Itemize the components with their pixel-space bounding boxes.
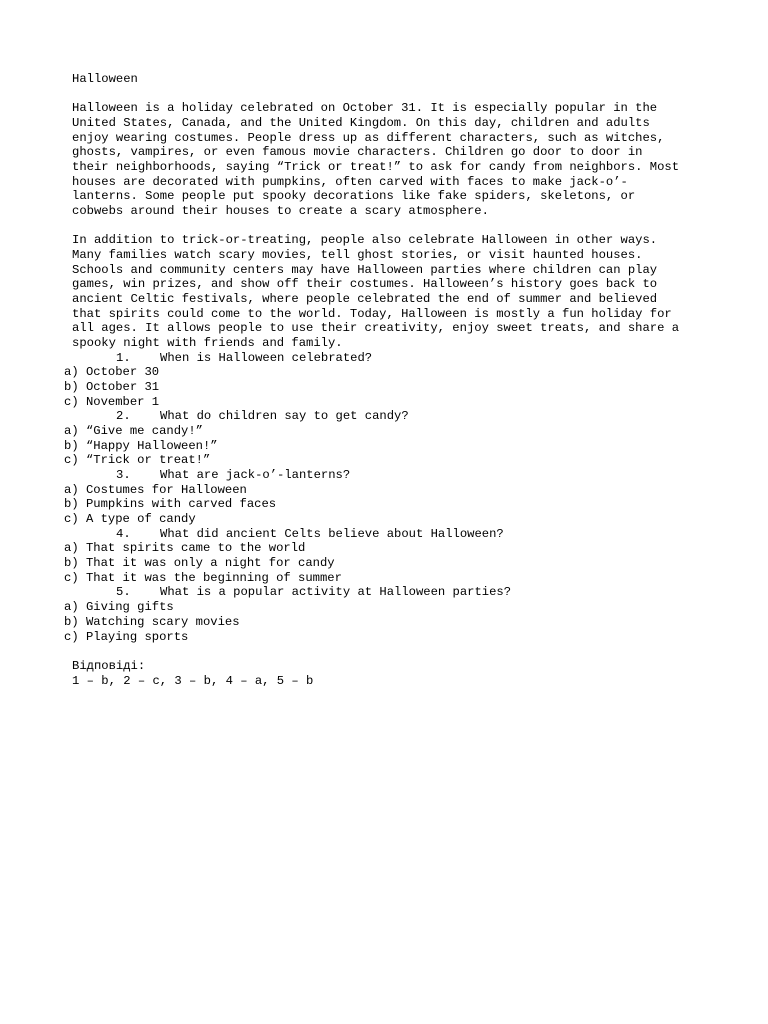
paragraph-1-line: United States, Canada, and the United Kingdom. On this day, children and adults — [72, 116, 650, 130]
question-text: What are jack-o’-lanterns? — [160, 468, 351, 483]
answer-option: b) Pumpkins with carved faces — [64, 497, 277, 512]
question-text: What do children say to get candy? — [160, 409, 409, 424]
spacer — [72, 87, 712, 102]
question-4 — [64, 526, 712, 586]
paragraph-1-line: lanterns. Some people put spooky decorations like fake spiders, skeletons, or — [72, 189, 636, 204]
spacer — [72, 644, 712, 659]
question-heading — [72, 527, 712, 542]
question-heading — [72, 468, 712, 483]
question-heading — [72, 585, 712, 600]
answer-option: b) Watching scary movies — [64, 614, 240, 629]
answer-option: a) October 30 — [64, 365, 160, 380]
answer-option: c) A type of candy — [64, 512, 196, 527]
paragraph-2 — [72, 233, 712, 350]
answer-option: a) That spirits came to the world — [64, 541, 306, 556]
paragraph-2-line: ancient Celtic festivals, where people celebrated the end of summer and believed — [72, 292, 658, 307]
answer-option: b) “Happy Halloween!” — [64, 438, 218, 453]
paragraph-1-line: houses are decorated with pumpkins, often carved with faces to make jack-o’- — [72, 174, 628, 189]
paragraph-2-line: spooky night with friends and family. — [72, 336, 343, 351]
answer-option: c) That it was the beginning of summer — [64, 570, 342, 585]
paragraph-1-line: Halloween is a holiday celebrated on October 31. It is especially popular in the — [72, 101, 658, 116]
paragraph-1-line: ghosts, vampires, or even famous movie characters. Children go door to door in — [72, 145, 643, 160]
answer-option: c) November 1 — [64, 394, 160, 409]
question-text: What is a popular activity at Halloween parties? — [160, 585, 512, 600]
answers-label: Відповіді: — [72, 658, 146, 673]
paragraph-1-line: cobwebs around their houses to create a scary atmosphere. — [72, 204, 489, 219]
paragraph-2-line: games, win prizes, and show off their costumes. Halloween’s history goes back to — [72, 277, 658, 292]
paragraph-1-line: their neighborhoods, saying “Trick or treat!” to ask for candy from neighbors. Most — [72, 160, 680, 175]
question-number: 4. — [116, 526, 131, 541]
answer-option: b) That it was only a night for candy — [64, 556, 335, 571]
answer-key — [72, 659, 712, 688]
document-title: Halloween — [72, 72, 138, 86]
paragraph-2-line: In addition to trick-or-treating, people also celebrate Halloween in other ways. — [72, 233, 658, 248]
question-heading — [72, 409, 712, 424]
answer-option: a) Costumes for Halloween — [64, 482, 247, 497]
answer-option: c) Playing sports — [64, 629, 189, 644]
spacer — [72, 219, 712, 234]
paragraph-2-line: Many families watch scary movies, tell ghost stories, or visit haunted houses. — [72, 248, 643, 263]
paragraph-2-line: Schools and community centers may have Halloween parties where children can play — [72, 262, 658, 277]
question-2 — [64, 409, 712, 468]
question-number: 1. — [116, 350, 131, 365]
question-3 — [64, 468, 712, 527]
paragraph-2-line: all ages. It allows people to use their creativity, enjoy sweet treats, and share a — [72, 321, 680, 336]
question-list — [64, 350, 712, 644]
answers-text: 1 – b, 2 – c, 3 – b, 4 – a, 5 – b — [72, 673, 314, 688]
question-5 — [64, 585, 712, 644]
question-heading — [72, 351, 712, 366]
paragraph-1 — [72, 101, 712, 218]
question-number: 2. — [116, 409, 131, 424]
answer-option: a) Giving gifts — [64, 600, 174, 615]
document-page — [64, 72, 712, 688]
answer-option: c) “Trick or treat!” — [64, 453, 211, 468]
question-number: 3. — [116, 468, 131, 483]
question-text: When is Halloween celebrated? — [160, 350, 373, 365]
answer-option: a) “Give me candy!” — [64, 424, 203, 439]
paragraph-2-line: that spirits could come to the world. Today, Halloween is mostly a fun holiday for — [72, 306, 672, 321]
question-1 — [64, 350, 712, 410]
answer-option: b) October 31 — [64, 380, 160, 395]
paragraph-1-line: enjoy wearing costumes. People dress up as different characters, such as witches, — [72, 130, 665, 145]
question-number: 5. — [116, 585, 131, 600]
question-text: What did ancient Celts believe about Halloween? — [160, 526, 504, 541]
